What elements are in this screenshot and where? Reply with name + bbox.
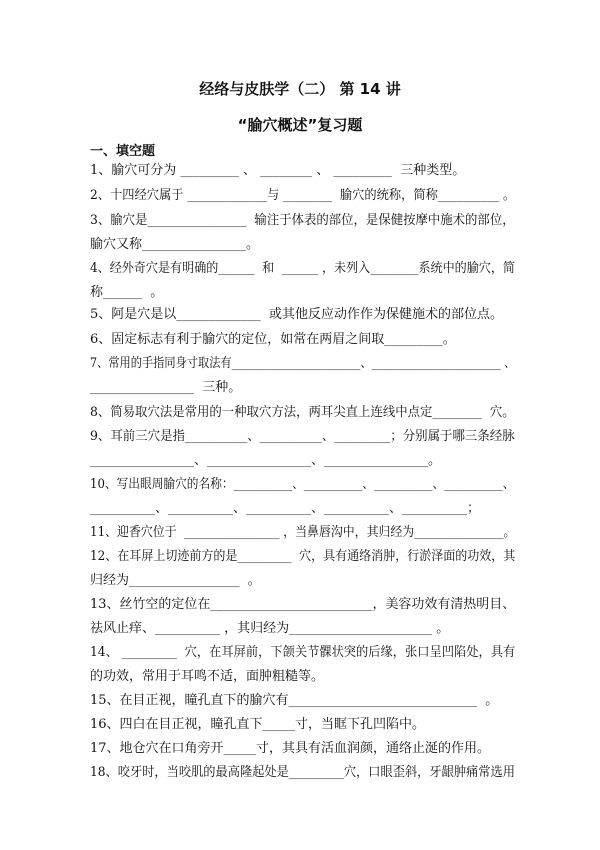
question-line-10: 10、写出眼周腧穴的名称：__________、__________、__________、__________、 [90, 477, 515, 492]
page-title: 经络与皮肤学（二） 第 14 讲 [199, 80, 401, 98]
question-line-12: 12、在耳屏上切迹前方的是_________ 穴，具有通络消肿，行淤泽面的功效，其 [90, 549, 516, 564]
section-heading: 一、填空题 [90, 144, 156, 159]
question-line-6: 6、固定标志有利于腧穴的定位，如常在两眉之间取_________。 [90, 332, 456, 347]
question-line-12-cont: 归经为_________________ 。 [90, 573, 261, 588]
question-line-5: 5、阿是穴是以_____________ 或其他反应动作作为保健施术的部位点。 [90, 307, 504, 322]
question-line-13: 13、丝竹空的定位在_________________________，美容功效有清热明目、 [90, 597, 516, 612]
question-line-17: 17、地仓穴在口角旁开_____寸，其具有活血润颜，通络止涎的作用。 [90, 741, 491, 756]
question-line-9: 9、耳前三穴是指__________、__________、_________；分别属于哪三条经脉 [90, 429, 515, 444]
question-line-7-cont: ________________ 三种。 [90, 380, 242, 395]
question-line-1: 1、腧穴可分为 _________ 、 ________ 、 _________ 三种类型。 [90, 163, 466, 178]
question-line-15: 15、在目正视，瞳孔直下的腧穴有_____________________________ 。 [90, 693, 499, 708]
question-line-8: 8、简易取穴法是常用的一种取穴方法，两耳尖直上连线中点定________ 穴。 [90, 405, 515, 420]
question-line-18: 18、咬牙时，当咬肌的最高隆起处是_________穴，口眼歪斜，牙龈肿痛常选用 [90, 765, 515, 780]
question-line-13-cont: 祛风止痒、__________ ，其归经为______________________ 。 [90, 621, 450, 636]
question-line-10-cont: __________、__________、__________、__________、__________； [90, 501, 480, 516]
question-line-16: 16、四白在目正视，瞳孔直下_____寸，当眶下孔凹陷中。 [90, 717, 426, 732]
question-line-3-cont: 腧穴又称________________。 [90, 237, 260, 252]
question-line-14: 14、 _________ 穴，在耳屏前，下颌关节髁状突的后缘，张口呈凹陷处，具有 [90, 645, 516, 660]
question-line-14-cont: 的功效，常用于耳鸣不适，面肿粗糙等。 [90, 669, 325, 684]
question-line-4: 4、经外奇穴是有明确的______ 和 ______ ，未列入________系统中的腧穴，简 [90, 261, 515, 276]
question-line-3: 3、腧穴是________________ 输注于体表的部位，是保健按摩中施术的部位， [90, 213, 515, 228]
question-line-2: 2、十四经穴属于 _____________与 ________ 腧穴的统称，简称__________ 。 [90, 188, 516, 203]
question-line-11: 11、迎香穴位于 ________________ ，当鼻唇沟中，其归经为_______________。 [90, 525, 516, 540]
question-line-7: 7、常用的手指同身寸取法有_______________________、_______________________ 、 [90, 356, 516, 371]
question-line-4-cont: 称______ 。 [90, 285, 164, 300]
page-subtitle: “腧穴概述”复习题 [237, 116, 363, 134]
question-line-9-cont: ________________、________________、________________。 [90, 453, 441, 468]
